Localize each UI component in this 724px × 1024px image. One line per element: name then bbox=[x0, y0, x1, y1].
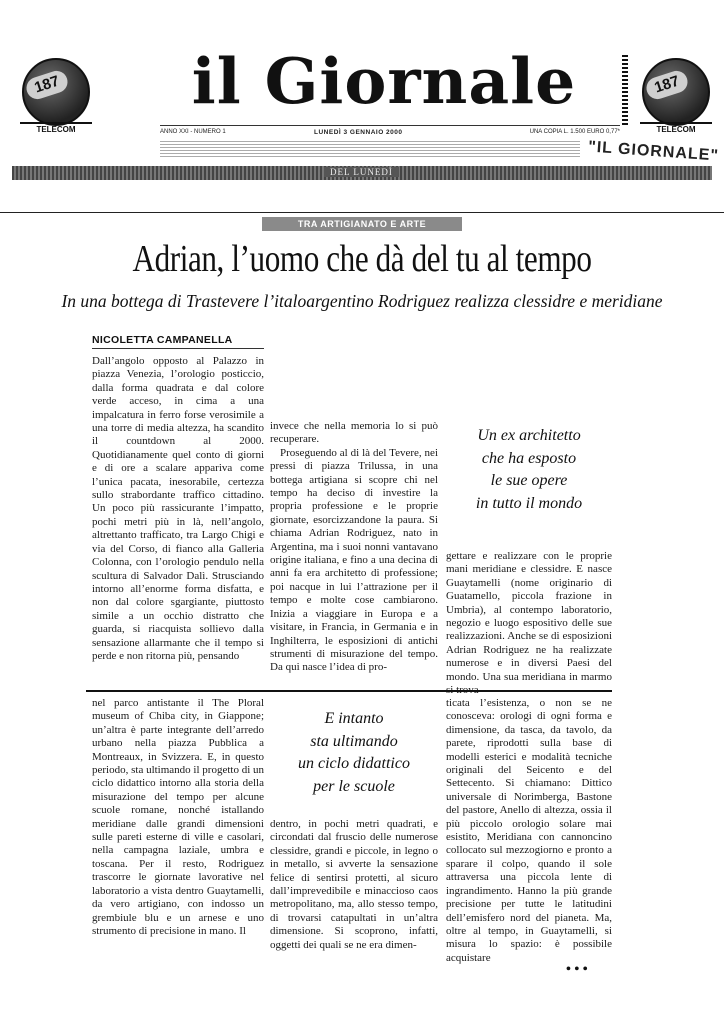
telecom-187-badge-left bbox=[16, 58, 92, 140]
masthead-info-row bbox=[160, 125, 620, 140]
column-lower-right bbox=[446, 697, 612, 965]
edition-bar bbox=[12, 166, 712, 180]
author-byline: NICOLETTA CAMPANELLA bbox=[92, 334, 233, 346]
pull-quote-line: Un ex architetto bbox=[477, 427, 581, 444]
column-upper-right bbox=[446, 550, 612, 697]
paragraph: invece che nella memoria lo si può recuperare. bbox=[270, 420, 438, 446]
article-subhead: In una bottega di Trastevere l’italoargentino Rodriguez realizza clessidre e meridiane bbox=[61, 291, 663, 311]
pull-quote-line: in tutto il mondo bbox=[475, 494, 583, 512]
column-lower-middle bbox=[270, 818, 438, 952]
paragraph: dentro, in pochi metri quadrati, e circondati dal fruscio delle numerose clessidre, grandi e piccole, in legno o in metallo, si avverte la sensazione felice di sentirsi protetti, al sicuro dall’imprevedibile e minaccioso caos metropolitano, ma, allo stesso tempo, di trovarsi catapultati in un’altra dimensione. Si scoprono, infatti, oggetti dei quali se ne era dimen- bbox=[270, 818, 438, 951]
continued-mark: • • • bbox=[566, 962, 588, 977]
masthead-separator bbox=[0, 212, 724, 213]
telecom-187-badge-right bbox=[636, 58, 712, 140]
pull-quote-architect bbox=[446, 425, 612, 515]
pull-quote-didactic bbox=[270, 708, 438, 798]
paragraph: Proseguendo al di là del Tevere, nei pressi di piazza Trilussa, in una bottega artigiana si scopre chi nel tempo ha deciso di investire la propria professione e le proprie giornate, esorcizzandone la paura. Si chiama Adrian Rodriguez, nato in Argentina, ma i suoi nonni vantavano origine italiana, e fino a una decina di anni fa era architetto di professione; poi nacque in lui l’attrazione per il tempo e molte cose cambiarono. Inizia a viaggiare in Europa e a visitare, in Francia, in Germania e in Inghilterra, le esposizioni di antichi strumenti di misurazione del tempo. Da qui nasce l’idea di pro- bbox=[270, 446, 438, 674]
newspaper-logo: il Giornale bbox=[191, 44, 577, 118]
issue-price: UNA COPIA L. 1.500 EURO 0,77* bbox=[529, 129, 620, 135]
badge-brand: TELECOM bbox=[640, 122, 712, 134]
badge-number: 187 bbox=[644, 68, 691, 102]
barcode bbox=[622, 55, 628, 125]
masthead-tagline: "IL GIORNALE" bbox=[587, 138, 720, 165]
paragraph: Dall’angolo opposto al Palazzo in piazza Venezia, l’orologio posticcio, dalla forma quadrata e dal colore verde acceso, in cima a una impalcatura in ferro forse verosimile a una torre di media altezza, ha scandito il countdown al 2000. Quotidianamente quel conto di giorni e di ore a scalare appariva come l’unica pacata, inesorabile, certezza sullo strabordante traffico cittadino. Un poco più rassicurante l’impatto, pochi metri più in là, nell’angolo, altrettanto trafficato, tra Largo Chigi e via del Corso, di fianco alla Galleria Colonna, con l’orologio pendulo nella scultura di Salvador Dalì. Strusciando intorno all’enorme forma disfatta, e non dal colore sgargiante, piuttosto simile a un occhio distratto che guarda, si riacquista sollievo dalla sensazione allarmante che il tempo si perde e non ritorna più, pensando bbox=[92, 355, 264, 662]
pull-quote-line: che ha esposto bbox=[481, 449, 577, 467]
column-upper-middle bbox=[270, 420, 438, 675]
issue-date: LUNEDÌ 3 GENNAIO 2000 bbox=[314, 129, 403, 136]
badge-number: 187 bbox=[24, 68, 71, 102]
article-headline: Adrian, l’uomo che dà del tu al tempo bbox=[132, 238, 592, 280]
paragraph: gettare e realizzare con le proprie mani meridiane e clessidre. E nasce Guaytamelli (nome originario di Guatamello, piccola frazione in Umbria), al contempo laboratorio, negozio e luogo espositivo delle sue realizzazioni. Anche se di esposizioni Adrian Rodriguez ne ha realizzate numerose e in diversi Paesi del mondo. Una sua meridiana in marmo bbox=[446, 550, 612, 683]
pull-quote-line: sta ultimando bbox=[310, 732, 398, 750]
pull-quote-line: un ciclo didattico bbox=[298, 755, 410, 772]
issue-number: ANNO XXI - NUMERO 1 bbox=[160, 129, 226, 135]
badge-brand: TELECOM bbox=[20, 122, 92, 134]
paragraph: nel parco antistante il The Ploral museum of Chiba city, in Giappone; un’altra è parte integrante dell’arredo urbano nella piazza Pubblica a Montreaux, in Svizzera. E, in questo periodo, sta ultimando il progetto di un ciclo didattico intorno alla storia della misurazione del tempo per alcune scuole romane, nonché istallando meridiane dalle grandi dimensioni sulle pareti esterne di ville e casolari, nella campagna laziale, umbra e toscana. Per il resto, Rodriguez trascorre le giornate lavorative nel laboratorio a vista dentro Guaytamelli, da vero artigiano, con indosso un grembiule blu e un arnese e uno strumento di precisione in mano. Il bbox=[92, 697, 265, 937]
edition-bar-label: DEL LUNEDÌ bbox=[324, 167, 399, 177]
byline-rule bbox=[92, 348, 264, 349]
column-upper-left bbox=[92, 355, 264, 663]
column-divider-rule bbox=[86, 690, 612, 692]
pull-quote-line: per le scuole bbox=[313, 777, 395, 795]
section-rubric: TRA ARTIGIANATO E ARTE bbox=[262, 217, 462, 231]
newspaper-masthead bbox=[0, 0, 724, 190]
pull-quote-line: E intanto bbox=[324, 710, 384, 727]
pull-quote-line: le sue opere bbox=[490, 472, 568, 489]
paragraph: ticata l’esistenza, o non se ne conosceva: orologi di ogni forma e dimensione, da tasca, da tavolo, da parete, riprodotti sulla base di modelli esterici e modalità tecniche originali del Seicento e del Settecento. Si chiamano: Dittico universale di Norimberga, Bastone del pastore, Anello di altezza, ossia il più piccolo orologio solare mai esistito, Meridiana con cannoncino collocato sul mezzogiorno e pronto a sparare il colpo, quando il sole attraversa una piccola lente di ingrandimento. Hanno la più grande precisione per tutte le latitudini dell’emisfero nord del pianeta. Ma, oltre al tempo, in Guaytamelli, si misura lo spazio: è possibile acquistare bbox=[446, 697, 612, 964]
column-lower-left bbox=[92, 697, 264, 938]
masthead-fine-print bbox=[160, 141, 580, 157]
